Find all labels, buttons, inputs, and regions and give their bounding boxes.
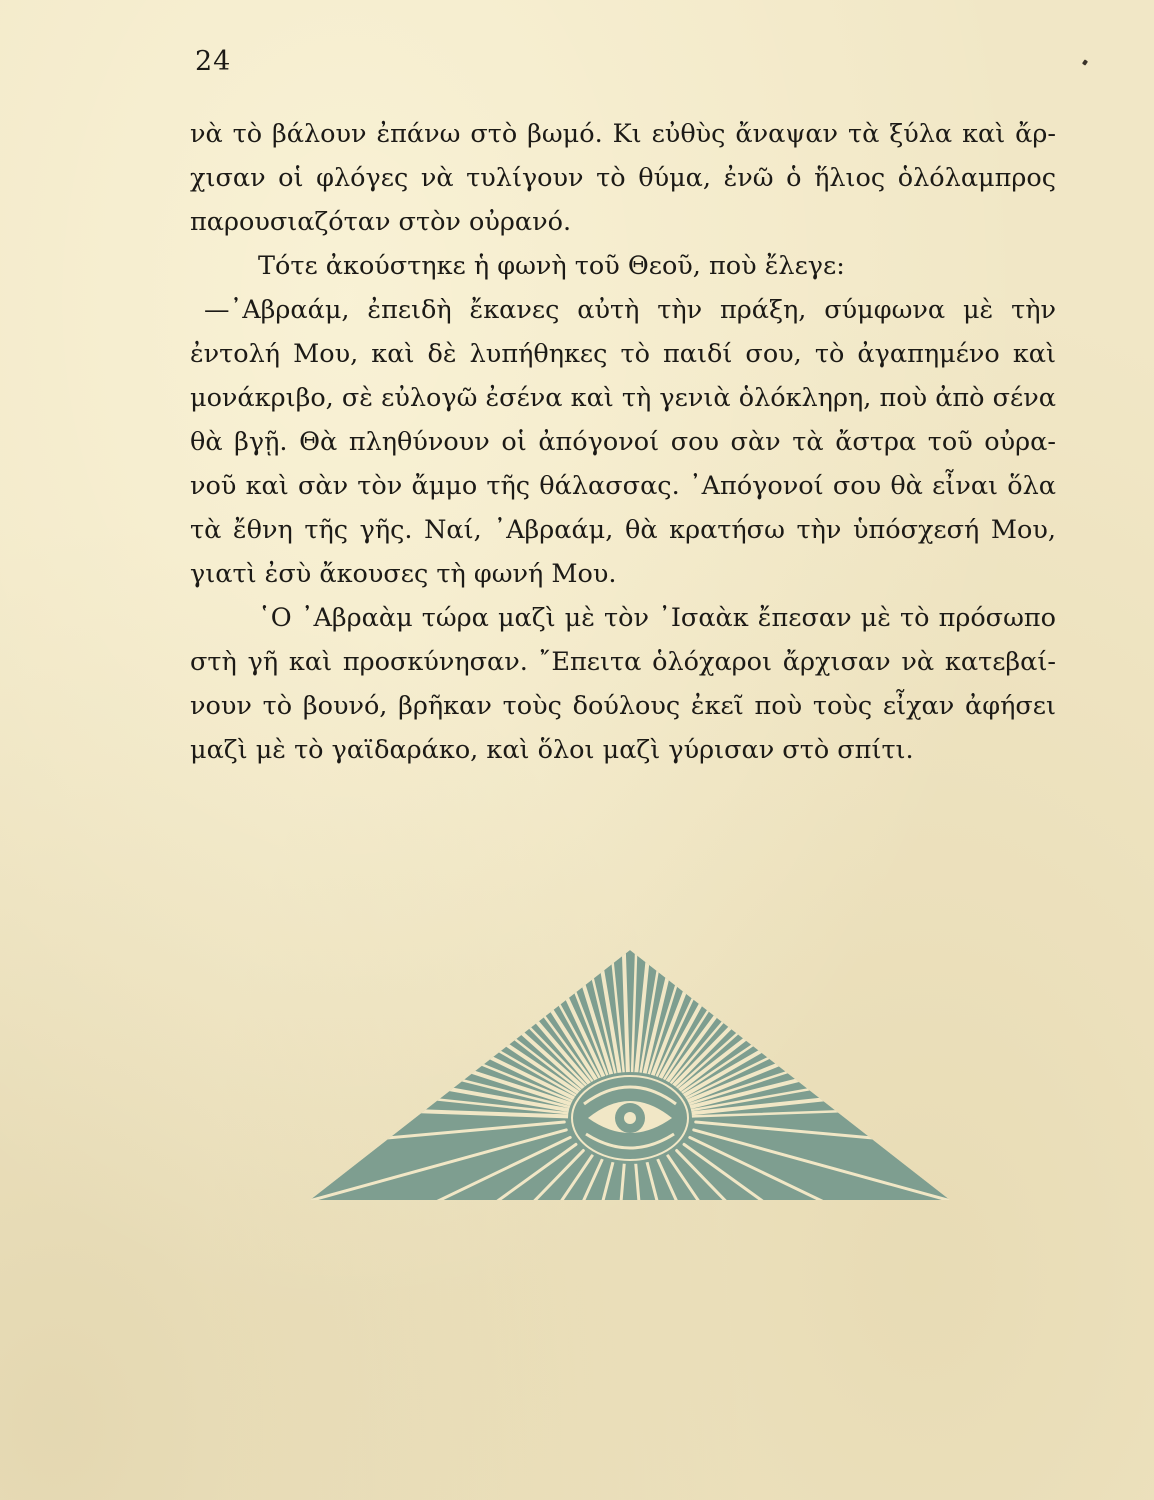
text-line: χισαν οἱ φλόγες νὰ τυλίγουν τὸ θύμα, ἐνῶ ὁ ἥλιος ὁλόλαμπρος — [190, 163, 1056, 193]
text-line: ῾Ο ᾿Αβραὰμ τώρα μαζὶ μὲ τὸν ᾿Ισαὰκ ἔπεσαν μὲ τὸ πρόσωπο — [258, 603, 1056, 633]
text-line: νὰ τὸ βάλουν ἐπάνω στὸ βωμό. Κι εὐθὺς ἄναψαν τὰ ξύλα καὶ ἄρ- — [190, 119, 1056, 149]
body-text — [190, 112, 1056, 772]
text-line: στὴ γῆ καὶ προσκύνησαν. ῎Επειτα ὁλόχαροι ἄρχισαν νὰ κατεβαί- — [190, 647, 1056, 677]
page-number: 24 — [195, 46, 232, 77]
text-line: νοῦ καὶ σὰν τὸν ἄμμο τῆς θάλασσας. ᾿Απόγονοί σου θὰ εἶναι ὅλα — [190, 471, 1056, 501]
text-line: ἐντολή Μου, καὶ δὲ λυπήθηκες τὸ παιδί σου, τὸ ἀγαπημένο καὶ — [190, 339, 1056, 369]
ray-cut — [684, 950, 950, 1095]
ray-cut — [310, 950, 576, 1095]
text-line: Τότε ἀκούστηκε ἡ φωνὴ τοῦ Θεοῦ, ποὺ ἔλεγε: — [258, 251, 845, 281]
text-line: μαζὶ μὲ τὸ γαϊδαράκο, καὶ ὅλοι μαζὶ γύρισαν στὸ σπίτι. — [190, 735, 914, 765]
text-line: μονάκριβο, σὲ εὐλογῶ ἐσένα καὶ τὴ γενιὰ ὁλόκληρη, ποὺ ἀπὸ σένα — [190, 383, 1056, 413]
eye-of-providence-icon — [310, 950, 950, 1202]
text-line: θὰ βγῇ. Θὰ πληθύνουν οἱ ἀπόγονοί σου σὰν τὰ ἄστρα τοῦ οὐρα- — [190, 427, 1056, 457]
text-line: τὰ ἔθνη τῆς γῆς. Ναί, ᾿Αβραάμ, θὰ κρατήσω τὴν ὑπόσχεσή Μου, — [190, 515, 1056, 545]
ink-speck — [1082, 59, 1088, 65]
text-line: νουν τὸ βουνό, βρῆκαν τοὺς δούλους ἐκεῖ ποὺ τοὺς εἶχαν ἀφήσει — [190, 691, 1056, 721]
text-line: —᾿Αβραάμ, ἐπειδὴ ἔκανες αὐτὴ τὴν πράξη, σύμφωνα μὲ τὴν — [204, 295, 1056, 325]
text-line: γιατὶ ἐσὺ ἄκουσες τὴ φωνή Μου. — [190, 559, 617, 589]
eye-pupil — [624, 1112, 636, 1124]
text-line: παρουσιαζόταν στὸν οὐρανό. — [190, 207, 572, 237]
